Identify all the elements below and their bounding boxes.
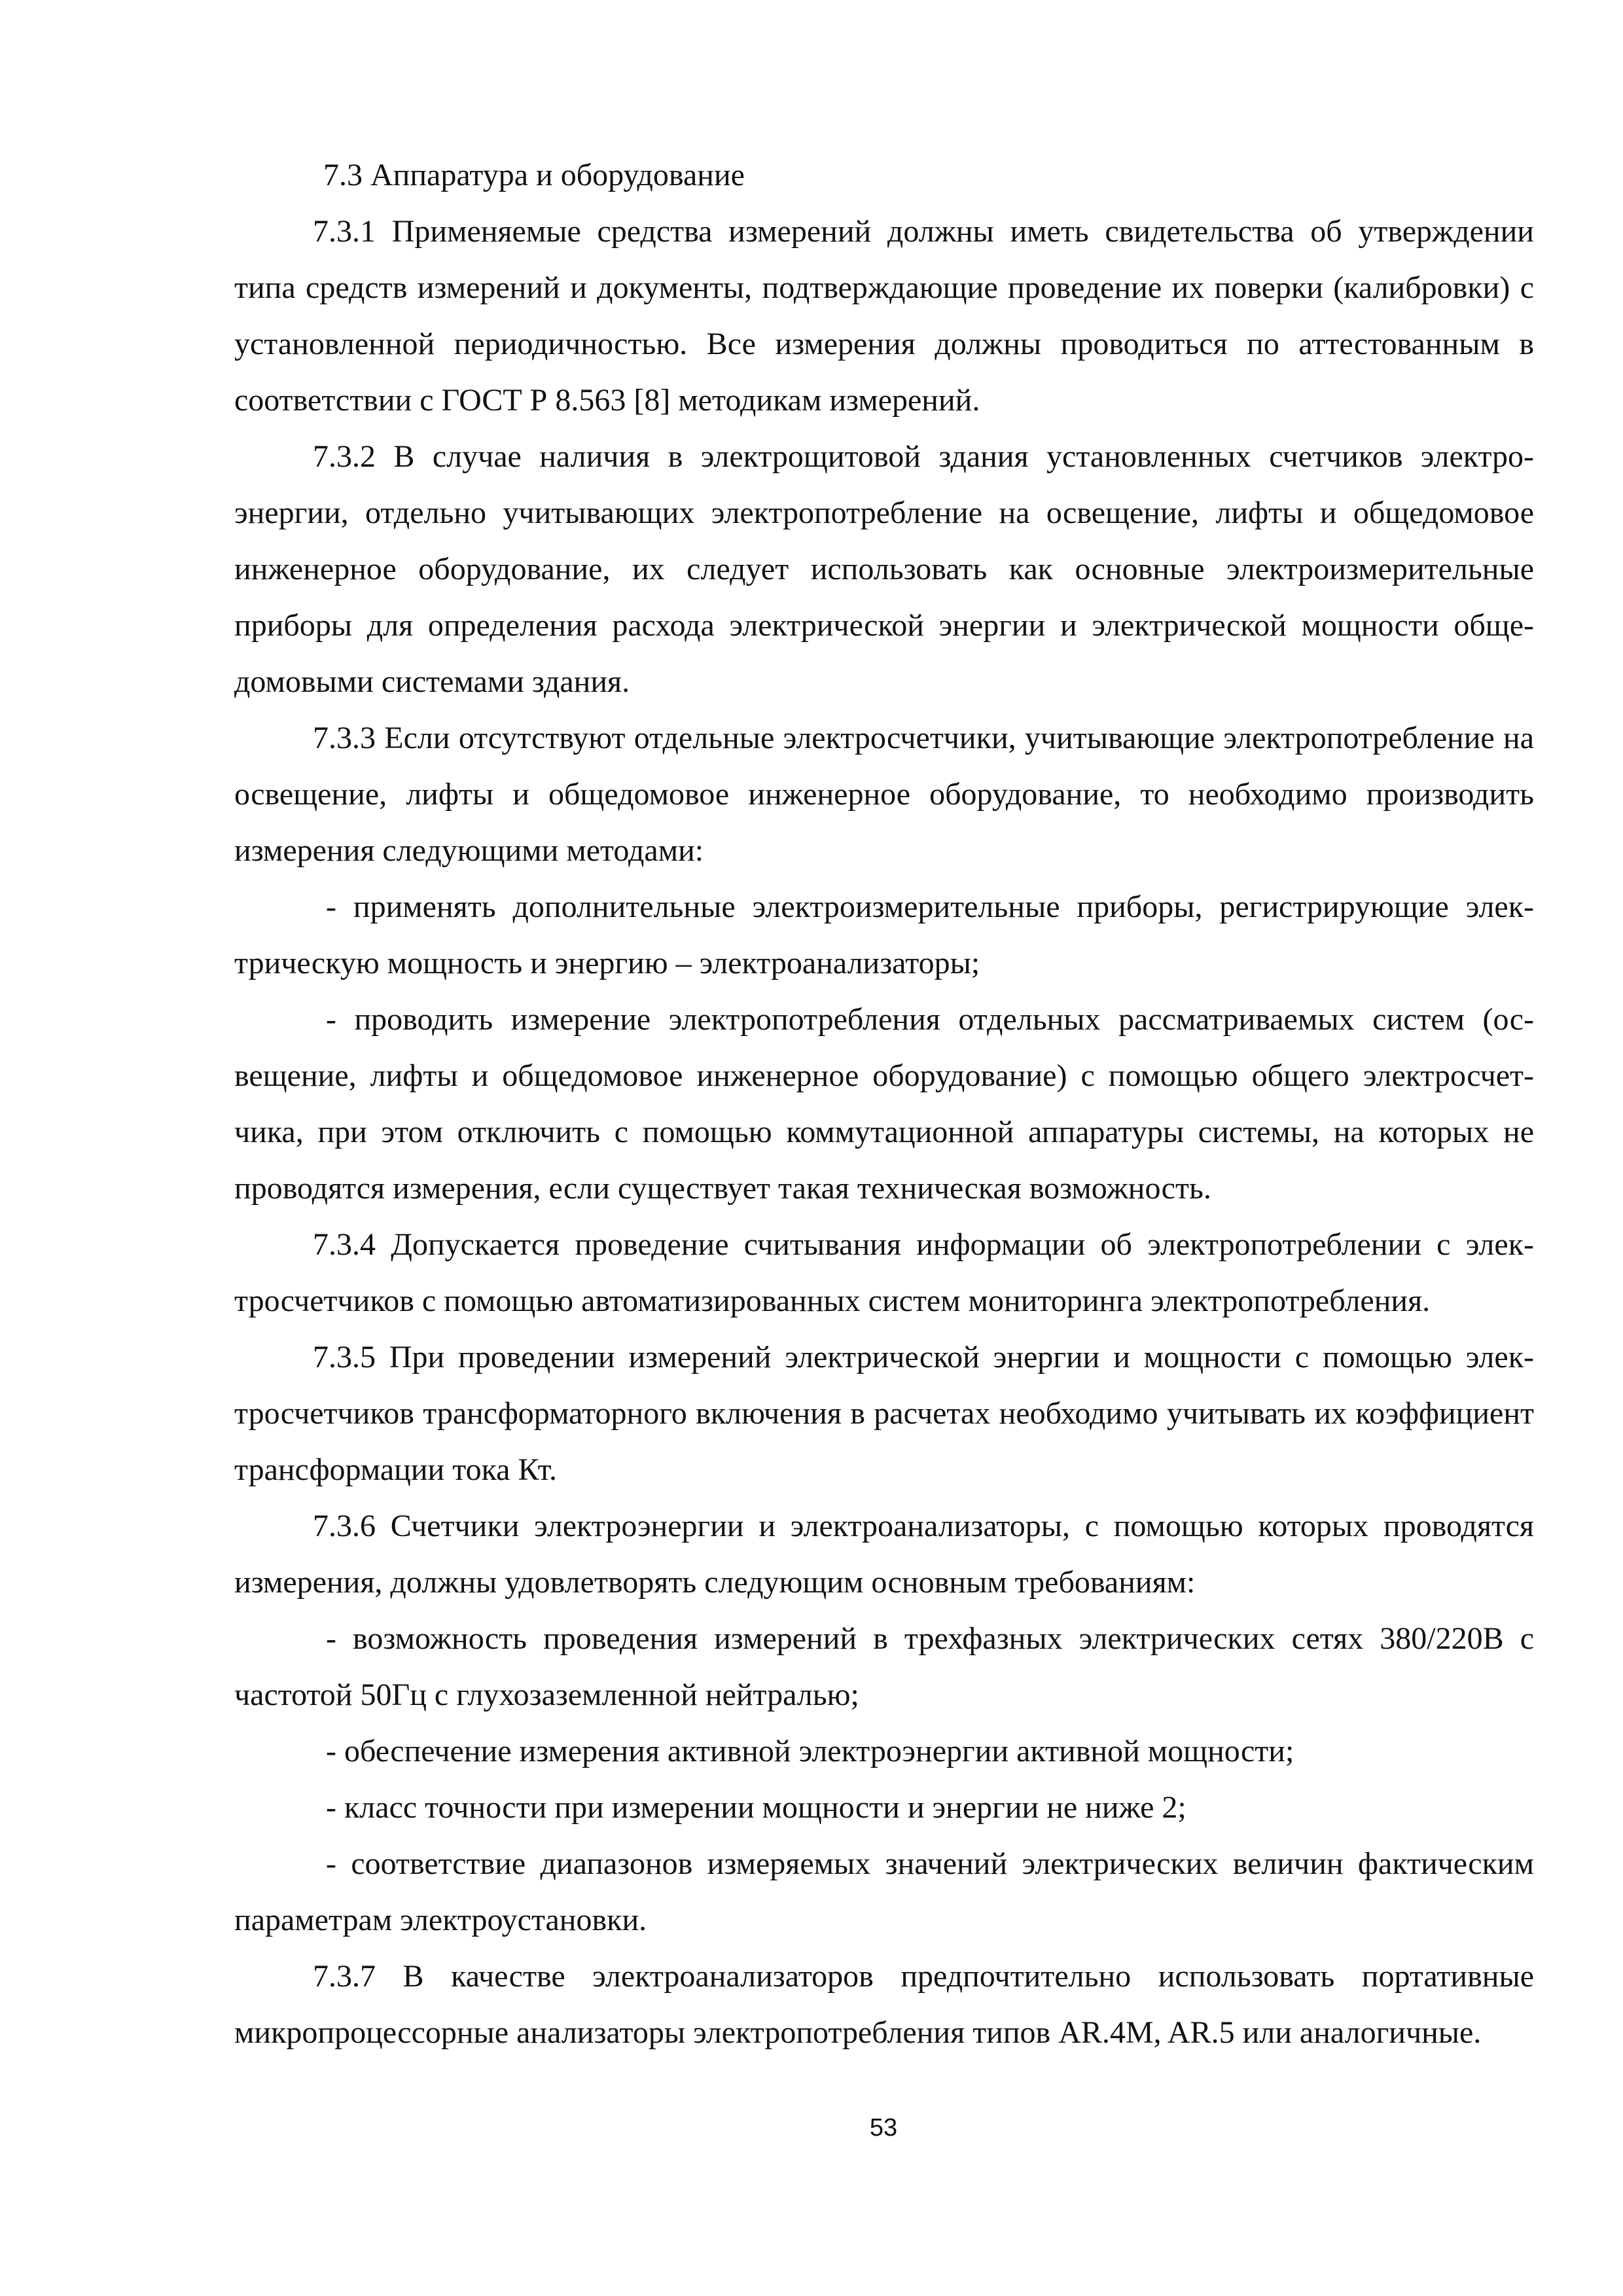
- list-item: - соответствие диапазонов измеряемых значений электрических величин фактическим параметрам электроустановки.: [234, 1846, 1534, 1937]
- document-body: [234, 147, 1534, 2061]
- paragraph-7-3-6: 7.3.6 Счетчики электроэнергии и электроанализаторы, с помощью которых проводятся измерения, должны удовлетворять следующим основным требованиям:: [234, 1509, 1534, 1600]
- list-item: - класс точности при измерении мощности и энергии не ниже 2;: [326, 1790, 1186, 1825]
- paragraph-7-3-7: 7.3.7 В качестве электроанализаторов предпочтительно использовать портативные микропроцессорные анализаторы электропотребления типов AR.4M, AR.5 или аналогичные.: [234, 1959, 1534, 2050]
- page-number: 53: [869, 2114, 898, 2142]
- list-item: - возможность проведения измерений в трехфазных электрических сетях 380/220В с частотой 50Гц с глухозаземленной нейтралью;: [234, 1621, 1534, 1712]
- paragraph-7-3-4: 7.3.4 Допускается проведение считывания информации об электропотреблении с электросчетчиков с помощью автоматизированных систем мониторинга электропотребления.: [234, 1227, 1534, 1318]
- paragraph-7-3-5: 7.3.5 При проведении измерений электрической энергии и мощности с помощью электросчетчиков трансформаторного включения в расчетах необходимо учитывать их коэффициент трансформации тока Кт.: [234, 1340, 1534, 1487]
- list-item: - обеспечение измерения активной электроэнергии активной мощности;: [326, 1734, 1294, 1768]
- list-item: - проводить измерение электропотребления отдельных рассматриваемых систем (освещение, лифты и общедомовое инженерное оборудование) с помощью общего электросчетчика, при этом отключить с помощью коммутационной аппаратуры системы, на которых не проводятся измерения, если существует такая техническая возможность.: [234, 1002, 1534, 1206]
- paragraph-7-3-1: 7.3.1 Применяемые средства измерений должны иметь свидетельства об утверждении типа средств измерений и документы, подтверждающие проведение их поверки (калибровки) с установленной периодичностью. Все измерения должны проводиться по аттестованным в соответствии с ГОСТ Р 8.563 [8] методикам измерений.: [234, 214, 1534, 418]
- paragraph-7-3-2: 7.3.2 В случае наличия в электрощитовой здания установленных счетчиков электроэнергии, отдельно учитывающих электропотребление на освещение, лифты и общедомовое инженерное оборудование, их следует использовать как основные электроизмерительные приборы для определения расхода электрической энергии и электрической мощности общедомовыми системами здания.: [234, 439, 1534, 699]
- paragraph-7-3-3: 7.3.3 Если отсутствуют отдельные электросчетчики, учитывающие электропотребление на освещение, лифты и общедомовое инженерное оборудование, то необходимо производить измерения следующими методами:: [234, 721, 1534, 868]
- section-heading: 7.3 Аппаратура и оборудование: [323, 158, 745, 192]
- list-item: - применять дополнительные электроизмерительные приборы, регистрирующие электрическую мощность и энергию – электроанализаторы;: [234, 889, 1534, 980]
